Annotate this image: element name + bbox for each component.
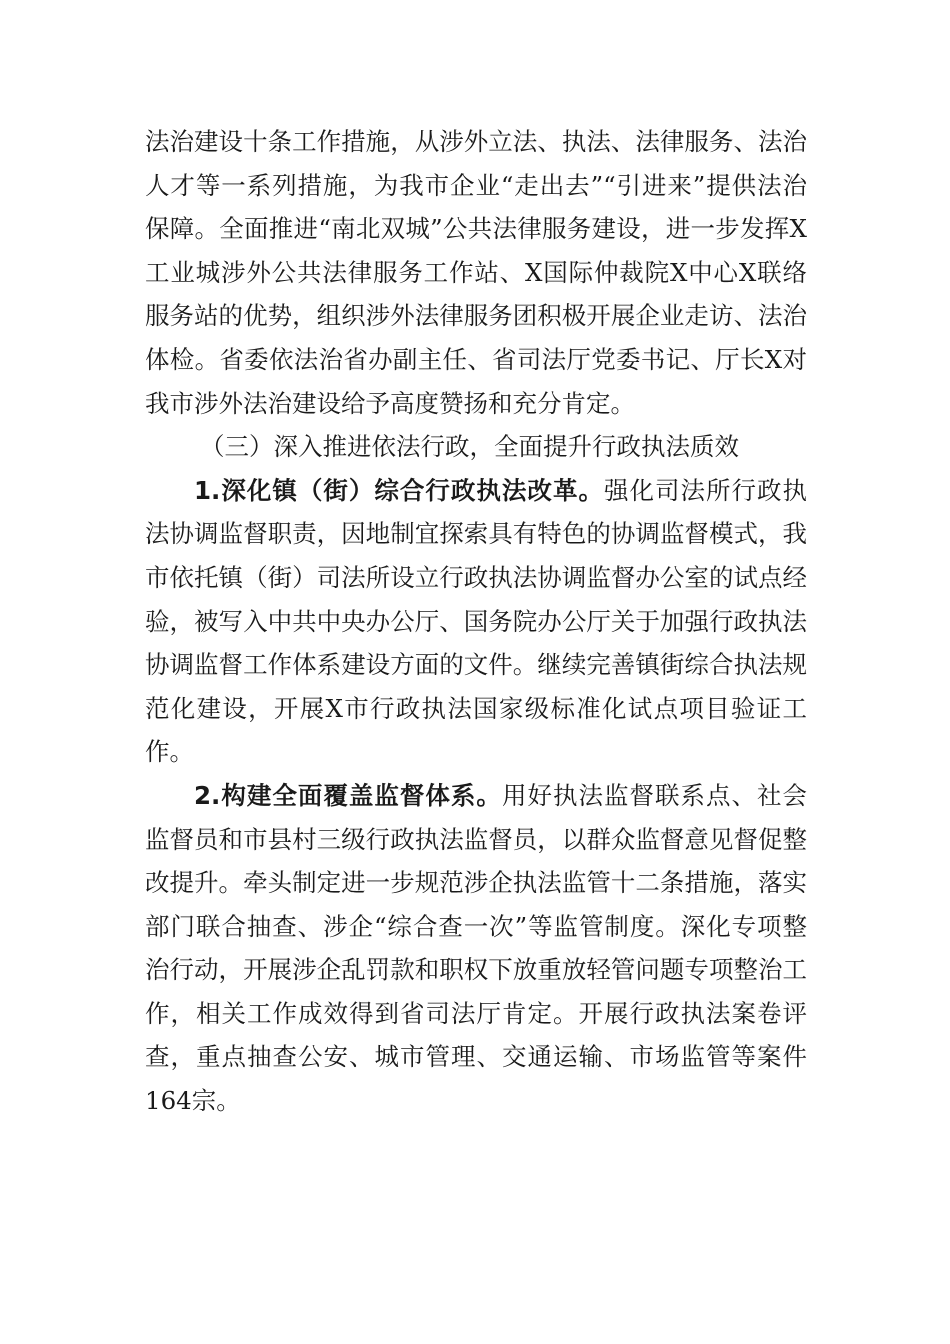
section-heading: （三）深入推进依法行政，全面提升行政执法质效	[200, 432, 739, 462]
item-2-body: 用好执法监督联系点、社会监督员和市县村三级行政执法监督员，以群众监督意见督促整改提升。牵头制定进一步规范涉企执法监管十二条措施，落实部门联合抽查、涉企“综合查一次”等监管制度。深化专项整治行动，开展涉企乱罚款和职权下放重放轻管问题专项整治工作，相关工作成效得到省司法厅肯定。开展行政执法案卷评查，重点抽查公安、城市管理、交通运输、市场监管等案件164宗。	[145, 780, 808, 1116]
item-1-body: 强化司法所行政执法协调监督职责，因地制宜探索具有特色的协调监督模式，我市依托镇（街）司法所设立行政执法协调监督办公室的试点经验，被写入中共中央办公厅、国务院办公厅关于加强行政执法协调监督工作体系建设方面的文件。继续完善镇街综合执法规范化建设，开展X市行政执法国家级标准化试点项目验证工作。	[145, 475, 807, 767]
list-item-1	[145, 469, 807, 774]
item-1-lead: 1.深化镇（街）综合行政执法改革。	[194, 475, 604, 505]
paragraph-continuation: 法治建设十条工作措施，从涉外立法、执法、法律服务、法治人才等一系列措施，为我市企业“走出去”“引进来”提供法治保障。全面推进“南北双城”公共法律服务建设，进一步发挥X工业城涉外公共法律服务工作站、X国际仲裁院X中心X联络服务站的优势，组织涉外法律服务团积极开展企业走访、法治体检。省委依法治省办副主任、省司法厅党委书记、厅长X对我市涉外法治建设给予高度赞扬和充分肯定。	[145, 127, 807, 418]
item-2-lead: 2.构建全面覆盖监督体系。	[194, 780, 502, 810]
list-item-2	[145, 774, 807, 1123]
document-page	[145, 120, 807, 1123]
